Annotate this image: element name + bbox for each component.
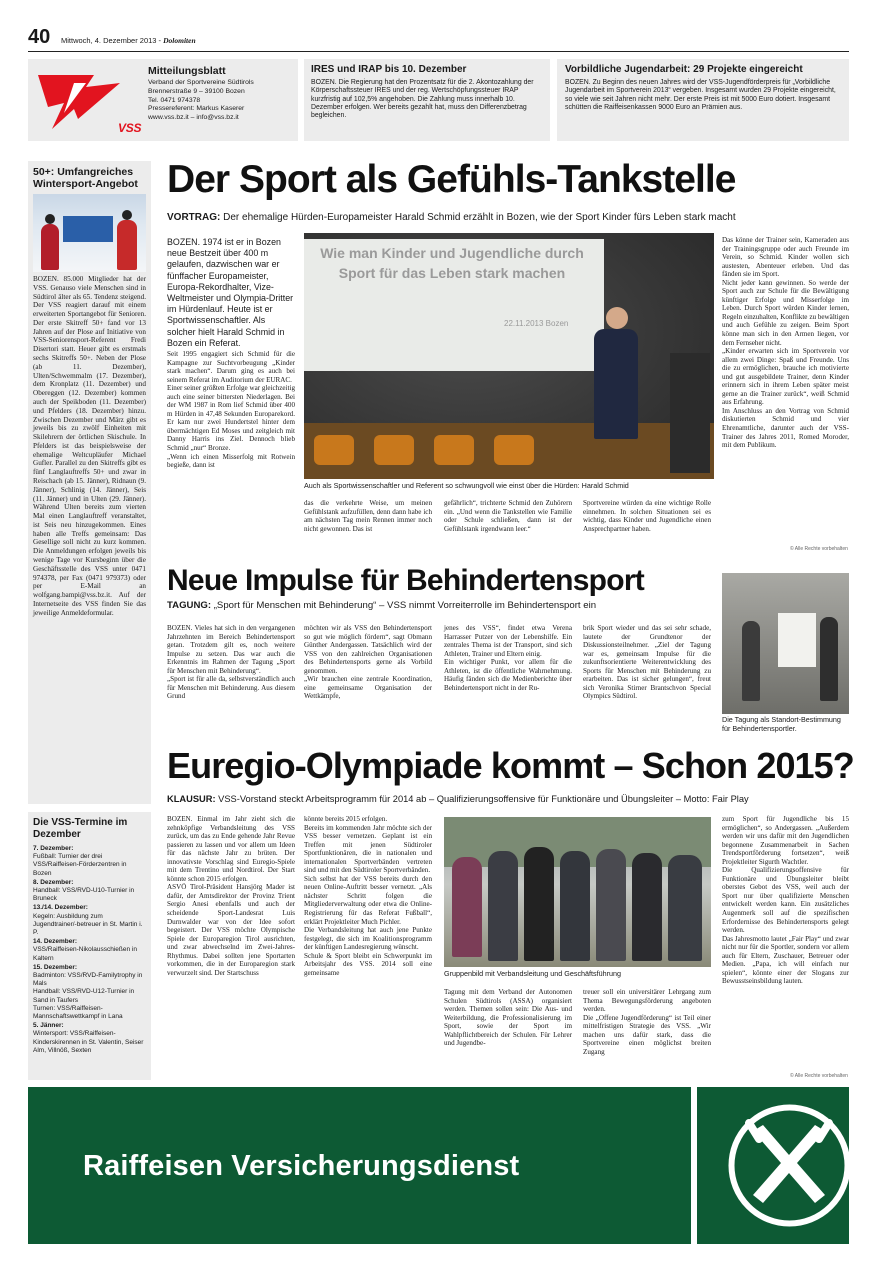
- logo-text: VSS: [118, 121, 142, 135]
- termin-text: VSS/Raiffeisen-Nikolausschießen in Kaltern: [33, 946, 137, 962]
- article1-col3: gefährlich“, trichterte Schmid den Zuhörern ein. „Und wenn die Tankstellen wie Familie oder Schule schließen, dann ist der Gefühlstank irgendwann leer.“: [444, 499, 572, 533]
- article2-headline: Neue Impulse für Behindertensport: [167, 564, 644, 597]
- raiffeisen-logo-icon: [723, 1099, 856, 1232]
- article3-photo: [444, 817, 711, 967]
- article3-col2: könnte bereits 2015 erfolgen. Bereits im kommenden Jahr möchte sich der VSS besser vernetzen. Geplant ist ein Treffen mit jenen Südtiroler Sportfunktionären, die in nationalen und internationalen Sportverbänden vertreten sind und mit den Südtiroler Sportverbänden. Sich selbst hat der VSS bereits durch den neuen Online-Auftritt besser vernetzt. „Als nächster Schritt folgen die Mitgliederverwaltung oder etwa die Online-Registrierung für das Referat Fußball“, erklärt Projektleiter Much Pichler. Die Verbandsleitung hat auch jene Punkte festgelegt, die sich im Koalitionsprogramm der künftigen Landesregierung wünscht. Schule & Sport bleibt ein Schwerpunkt im Arbeitsjahr des VSS. 2014 soll eine gemeinsame: [304, 815, 432, 977]
- article1-rights: © Alle Rechte vorbehalten: [790, 546, 848, 552]
- termin-date: 8. Dezember:: [33, 878, 74, 886]
- article1-kicker: VORTRAG: Der ehemalige Hürden-Europameister Harald Schmid erzählt in Bozen, wie der Sport Kinder fürs Leben stark macht: [167, 212, 736, 223]
- termin-text: Wintersport: VSS/Raiffeisen-Kinderskirennen in St. Valentin, Seiser Alm, Villnöß, Sexten: [33, 1030, 144, 1054]
- masthead-line: Verband der Sportvereine Südtirols: [148, 79, 254, 86]
- ad-text: Raiffeisen Versicherungsdienst: [83, 1150, 520, 1182]
- termin-text: Fußball: Turnier der drei VSS/Raiffeisen-Förderzentren in Bozen: [33, 853, 127, 877]
- article3-caption: Gruppenbild mit Verbandsleitung und Geschäftsführung: [444, 969, 622, 978]
- masthead-title: Mitteilungsblatt: [148, 65, 226, 77]
- termin-text: Badminton: VSS/RVD-Familytrophy in Mals Handball: VSS/RVD-U12-Turnier in Sand in Taufers Turnen: VSS/Raiffeisen-Mannschaftswettkampf in Lana: [33, 972, 143, 1021]
- masthead-line: Brennerstraße 9 – 39100 Bozen: [148, 87, 245, 95]
- slide-date: 22.11.2013 Bozen: [504, 319, 569, 328]
- article1-col1b: Seit 1995 engagiert sich Schmid für die Kampagne zur Suchtvorbeugung „Kinder stark machen“. Darum ging es auch bei seinem Referat im Auditorium der EURAC. Einer seiner größten Erfolge war gleichzeitig auch eine seiner bittersten Niederlagen. Bei der WM 1987 in Rom lief Schmid über 400 m Hürden in 47,48 Sekunden Europarekord. Er kam nur zwei Hundertstel hinter dem übermächtigen Ed Moses und zeitgleich mit Danny Harris ins Ziel. Dennoch blieb Schmid „nur“ Bronze. „Wenn ich einen Misserfolg mit Rotwein begieße, dann ist: [167, 350, 295, 470]
- article2-col1: BOZEN. Vieles hat sich in den vergangenen Jahrzehnten im Bereich Behindertensport getan. Trotzdem gilt es, noch weitere Impulse zu setzen. Das war auch die Erkenntnis im Rahmen der Tagung „Sport für Menschen mit Behinderung“. „Sport ist für alle da, selbstverständlich auch für Menschen mit Behinderung. Aus diesem Grund: [167, 624, 295, 701]
- article1-col4: Sportvereine würden da eine wichtige Rolle einnehmen. In solchen Situationen sei es wichtig, dass Kinder und Jugendliche einen Ansprechpartner haben.: [583, 499, 711, 533]
- ad-divider: [691, 1087, 697, 1244]
- article3-col5: zum Sport für Jugendliche bis 15 ermöglichen“, so Andergassen. „Außerdem werden wir uns dafür mit den Jugendlichen begonnene Zusammenarbeit in Sachen Trendsportförderung fortsetzen“, weiß Projektleiter Sigurth Wachtler. Die Qualifizierungsoffensive für Funktionäre und Übungsleiter bleibt oberstes Gebot des VSS, weil auch der Sport nur über qualifizierte Menschen entwickelt werden kann. Ein zusätzliches Augenmerk soll auf die spezifischen Erfordernisse des Behindertensports gelegt werden. Das Jahresmotto lautet „Fair Play“ und zwar nicht nur für die Sportler, sondern vor allem auch für Eltern, Zuschauer, Betreuer oder Medien. „Papa, ich will einfach nur spielen“, könnte einer der Slogans zur Bewusstseinsbildung lauten.: [722, 815, 849, 986]
- masthead-line: Pressereferent: Markus Kaserer: [148, 105, 245, 113]
- sidebar-termine: [28, 812, 151, 1080]
- box-jugendarbeit-text: BOZEN. Zu Beginn des neuen Jahres wird der VSS-Jugendförderpreis für „Vorbildliche Jugendarbeit im Sportverein 2013“ vergeben. Insgesamt wurden 29 Projekte eingereicht, so viele wie seit Jahren nicht mehr. Der erste Preis ist mit 5000 Euro dotiert. Insgesamt schütten die Raiffeisenkassen 9000 Euro an Prämien aus.: [565, 79, 836, 111]
- termin-date: 14. Dezember:: [33, 938, 78, 946]
- masthead: [28, 59, 298, 141]
- termin-date: 5. Jänner:: [33, 1022, 64, 1030]
- box-jugendarbeit: [557, 59, 849, 141]
- article1-col2: das die verkehrte Weise, um meinen Gefühlstank aufzufüllen, denn dann habe ich am nächsten Tag mein Rennen immer noch nicht gewonnen. Das ist: [304, 499, 432, 533]
- article2-photo: [722, 573, 849, 714]
- raiffeisen-ad[interactable]: [28, 1087, 849, 1244]
- box-ires-title: IRES und IRAP bis 10. Dezember: [311, 64, 467, 75]
- termin-date: 13./14. Dezember:: [33, 904, 88, 912]
- article3-headline: Euregio-Olympiade kommt – Schon 2015?: [167, 745, 854, 786]
- article3-rights: © Alle Rechte vorbehalten: [790, 1073, 848, 1079]
- page-number: 40: [28, 26, 51, 48]
- box-ires: [304, 59, 550, 141]
- article2-col2: möchten wir als VSS den Behindertensport so gut wie möglich fördern“, sagt Obmann Günther Andergassen. Tatsächlich wird der VSS von den zahlreichen Organisationen des Behindertensports gerne als Vorbild genommen. „Wir brauchen eine zentrale Koordination, eine gemeinsame Organisation der Wettkämpfe,: [304, 624, 432, 701]
- sidebar-wintersport-title: 50+: Umfangreiches Wintersport-Angebot: [33, 166, 138, 190]
- termin-text: Handball: VSS/RVD-U10-Turnier in Bruneck: [33, 887, 135, 903]
- article2-col3: brik Sport wieder und das sei sehr schade, lautete der Grundtenor der Diskussionsteilnehmer. „Ziel der Tagung war es, gemeinsam Impulse für die zukunftsorientierte Weiterentwicklung des Sports für Menschen mit Behinderung zu erarbeiten. Das ist sicher gelungen“, freut sich Veronika Stirner Brantschvon Special Olympics Südtirol.: [583, 624, 711, 701]
- article1-caption: Auch als Sportwissenschaftler und Referent so schwungvoll wie einst über die Hürden: Harald Schmid: [304, 481, 629, 490]
- article1-photo: [304, 233, 714, 479]
- box-ires-text: BOZEN. Die Regierung hat den Prozentsatz für die 2. Akontozahlung der Körperschaftssteuer IRES und der reg. Wertschöpfungssteuer IRAP kurzfristig auf 102,5% angehoben. Die Zahlung muss innerhalb 10. Dezember erfolgen. Wer bereits gezahlt hat, muss den Differenzbetrag begleichen.: [311, 79, 534, 120]
- article3-col4: treuer soll ein universitärer Lehrgang zum Thema Bewegungsförderung angeboten werden. Die „Offene Jugendförderung“ ist Teil einer mittelfristigen Strategie des VSS. „Wir machen uns dafür stark, dass die Sportvereine einen möglichst breiten Zugang: [583, 988, 711, 1056]
- slide-title: Wie man Kinder und Jugendliche durch Sport für das Leben stark machen: [320, 245, 584, 281]
- sidebar-wintersport-text: BOZEN. 85.000 Mitglieder hat der VSS. Genauso viele Menschen sind in Südtirol älter als 65. Tendenz steigend. Der VSS reagiert darauf mit einem erweiterten Sportangebot für Senioren. Der erste Skitreff 50+ fand vor 13 Jahren auf der Plose auf Initiative von VSS-Seniorensport-Referent Fredi Disertori statt. Heuer gibt es erstmals sechs Skitreffs 50+. Neben der Plose (ab 11. Dezember), Ulten/Schwemmalm (17. Dezember), dem Kronplatz (11. Dezember) und Obereggen (12. Dezember) kommen auch der Speikboden (11. Dezember) und Pfelders (18. Dezember) hinzu. Zwischen Dezember und März gibt es jeweils bis zu zwölf Einheiten mit Skilehrern der örtlichen Skischule. In Pfelders ist das beispielsweise der ehemalige Weltcupläufer Michael Gufler. Parallel zu den Skitreffs gibt es fünf Langlauftreffs 50+ und zwar in Reischach (ab 15. Jänner), Ridnaun (9. Jänner), Schlinig (14. Jänner), Seis (11. Jänner) und in Ulten (29. Jänner). Während Ulten bereits zum vierten Mal einen Langlauftreff veranstaltet, ist Seis neu hinzugekommen. Eines haben alle Treffs gemeinsam: Das Gesellige soll nicht zu kurz kommen. Die Anmeldungen erfolgen jeweils bis wenige Tage vor Kursbeginn über die Geschäftsstelle des VSS unter 0471 974378, per Fax (0471 979373) oder per E-Mail an wolfgang.bampi@vss.bz.it. Auf der Internetseite des VSS finden Sie das jeweilige Anmeldeformular.: [33, 275, 146, 617]
- article2-caption: Die Tagung als Standort-Bestimmung für Behindertensportler.: [722, 715, 841, 733]
- sidebar-termine-title: Die VSS-Termine im Dezember: [33, 817, 128, 840]
- termin-text: Kegeln: Ausbildung zum Jugendtrainer/-betreuer in St. Martin i. P.: [33, 912, 143, 937]
- termine-list: [33, 845, 146, 1055]
- termin-date: 15. Dezember:: [33, 963, 78, 971]
- box-jugendarbeit-title: Vorbildliche Jugendarbeit: 29 Projekte eingereicht: [565, 64, 803, 75]
- article1-headline: Der Sport als Gefühls-Tankstelle: [167, 158, 736, 201]
- article3-col3: Tagung mit dem Verband der Autonomen Schulen Südtirols (ASSA) organisiert werden. Themen sollen sein: Die Aus- und Weiterbildung, die Professionalisierung im Sport, sowie der Sport im Wahlpflichtbereich der Schulen. Für Lehrer und Jugendbe-: [444, 988, 572, 1048]
- sidebar-wintersport: [28, 161, 151, 804]
- article3-col1: BOZEN. Einmal im Jahr zieht sich die zehnköpfige Verbandsleitung des VSS zurück, um das zu Ende gehende Jahr Revue passieren zu lassen und vor allem um Ideen für das nächste Jahr zu brüten. Der innovativste Vorschlag sind Euregio-Spiele mit dem Trentino und Nordtirol. Der Start könnte schon 2015 erfolgen. ASVÖ Tirol-Präsident Hansjörg Mader ist dafür, der Amtsdirektor der Provinz Trient Sergio Anesi ebenfalls und auch der scheidende Sport-Landesrat Luis Durnwalder war von der Idee sofort begeistert. Der VSS möchte Olympische Spiele der Europaregion Tirol ausrichten, und zwar abwechselnd im Zwei-Jahres-Rhythmus. Dabei sollten jene Sportarten vorkommen, die in der Europaregion stark verwurzelt sind. Der Startschuss: [167, 815, 295, 977]
- termin-date: 7. Dezember:: [33, 845, 74, 852]
- page-date: Mittwoch, 4. Dezember 2013 - Dolomiten: [61, 36, 196, 45]
- page-header: [28, 26, 849, 52]
- article1-col5: Das könne der Trainer sein, Kameraden aus der Trainingsgruppe oder auch Freunde im Verein, so Schmid. Kinder wollen sich austesten, Abenteuer erleben. Und das fänden sie im Sport. Nicht jeder kann gewinnen. So werde der Sport auch zur Schule für die Bewältigung künftiger Erfolge und Misserfolge im Leben. Durch Sport würden Kinder lernen, Regeln einzuhalten, Konflikte zu bewältigen und auch Gefühle zu zeigen. Beim Sport könne man sich in den Armen liegen, vor dem Fernseher nicht. „Kinder erwarten sich im Sportverein vor allem zwei Dinge: Spaß und Freunde. Uns die zu ermöglichen, brauche ich motivierte und gut ausgebildete Trainer, denn Kinder erinnern sich in ihrem Leben später meist gerne an die Trainer zurück“, weiß Schmid aus Erfahrung. Im Anschluss an den Vortrag von Schmid diskutierten Schmid und vier Ehrenamtliche, darunter auch der VSS-Trainer des Jahres 2011, Romed Moroder, mit dem Publikum.: [722, 236, 849, 450]
- masthead-line: www.vss.bz.it – info@vss.bz.it: [148, 114, 239, 122]
- article2-col2b: jenes des VSS“, findet etwa Verena Harrasser Putzer von der Lebenshilfe. Ein zentrales Thema ist der Transport, sind sich Athleten, Trainer und Eltern einig. Ein wichtiger Punkt, vor allem für die Athleten, ist die öffentliche Wahrnehmung. Häufig fänden sich die Medienberichte über Behindertensport nicht in der Ru-: [444, 624, 572, 692]
- article3-kicker: KLAUSUR: VSS-Vorstand steckt Arbeitsprogramm für 2014 ab – Qualifizierungsoffensive für Funktionäre und Übungsleiter – Motto: Fair Play: [167, 794, 749, 804]
- masthead-line: Tel. 0471 974378: [148, 96, 201, 104]
- masthead-lines: [148, 79, 294, 123]
- article1-lead: BOZEN. 1974 ist er in Bozen neue Bestzeit über 400 m gelaufen, dazwischen war er fünffacher Europameister, Europa-Rekordhalter, Vize-Weltmeister und Olympia-Dritter im Hürdenlauf. Heute ist er Sportwissenschaftler. Als solcher hielt Harald Schmid in Bozen ein Referat.: [167, 237, 294, 348]
- sidebar-wintersport-photo: [33, 194, 146, 272]
- article2-kicker: TAGUNG: „Sport für Menschen mit Behinderung“ – VSS nimmt Vorreiterrolle im Behindertensport ein: [167, 600, 597, 611]
